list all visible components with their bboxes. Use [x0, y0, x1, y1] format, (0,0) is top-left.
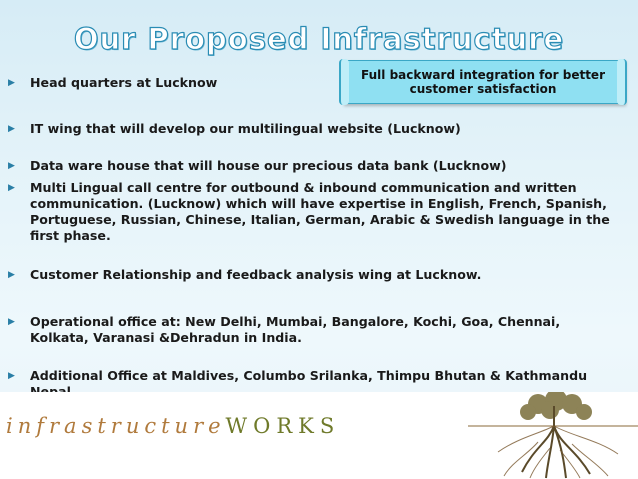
- triangle-right-icon: ▶: [8, 124, 15, 134]
- slide-title: Our Proposed Infrastructure: [73, 22, 565, 56]
- list-item: [8, 267, 610, 283]
- list-item: [8, 180, 610, 244]
- triangle-right-icon: ▶: [8, 183, 15, 193]
- list-item-text: Additional Office at Maldives, Columbo Srilanka, Thimpu Bhutan & Kathmandu: [30, 368, 588, 383]
- callout-text: Full backward integration for better customer satisfaction: [361, 68, 605, 96]
- list-item: [8, 121, 610, 137]
- triangle-right-icon: ▶: [8, 270, 15, 280]
- tree-roots-icon: [468, 392, 638, 479]
- list-item: [8, 75, 330, 91]
- footer-logo-band: [0, 392, 638, 479]
- list-item-text: Head quarters at Lucknow: [30, 75, 218, 90]
- list-item-text: Customer Relationship and feedback analysis wing at Lucknow.: [30, 267, 482, 282]
- list-item-text: Data ware house that will house our precious data bank (Lucknow): [30, 158, 507, 173]
- list-item-text: Multi Lingual call centre for outbound & inbound communication and written communication. (Lucknow) which will have expertise in English, French, Spanish, Portuguese, Russian, Chinese, Italian, German, Arabic & Swedish language in the first phase.: [30, 180, 610, 243]
- list-item-text: Operational office at: New Delhi, Mumbai, Bangalore, Kochi, Goa, Chennai, Kolkata, Varanasi &Dehradun in India.: [30, 314, 561, 345]
- triangle-right-icon: ▶: [8, 78, 15, 88]
- list-item-text: IT wing that will develop our multilingual website (Lucknow): [30, 121, 461, 136]
- triangle-right-icon: ▶: [8, 161, 15, 171]
- logo-part2: WORKS: [225, 414, 341, 438]
- triangle-right-icon: ▶: [8, 371, 15, 381]
- logo-part1: infrastructure: [6, 414, 226, 438]
- callout-banner: [342, 60, 624, 104]
- list-item: [8, 158, 610, 174]
- scroll-curl-right: [617, 59, 627, 105]
- list-item: [8, 314, 610, 346]
- scroll-curl-left: [339, 59, 349, 105]
- logo-wordmark: [6, 414, 340, 438]
- triangle-right-icon: ▶: [8, 317, 15, 327]
